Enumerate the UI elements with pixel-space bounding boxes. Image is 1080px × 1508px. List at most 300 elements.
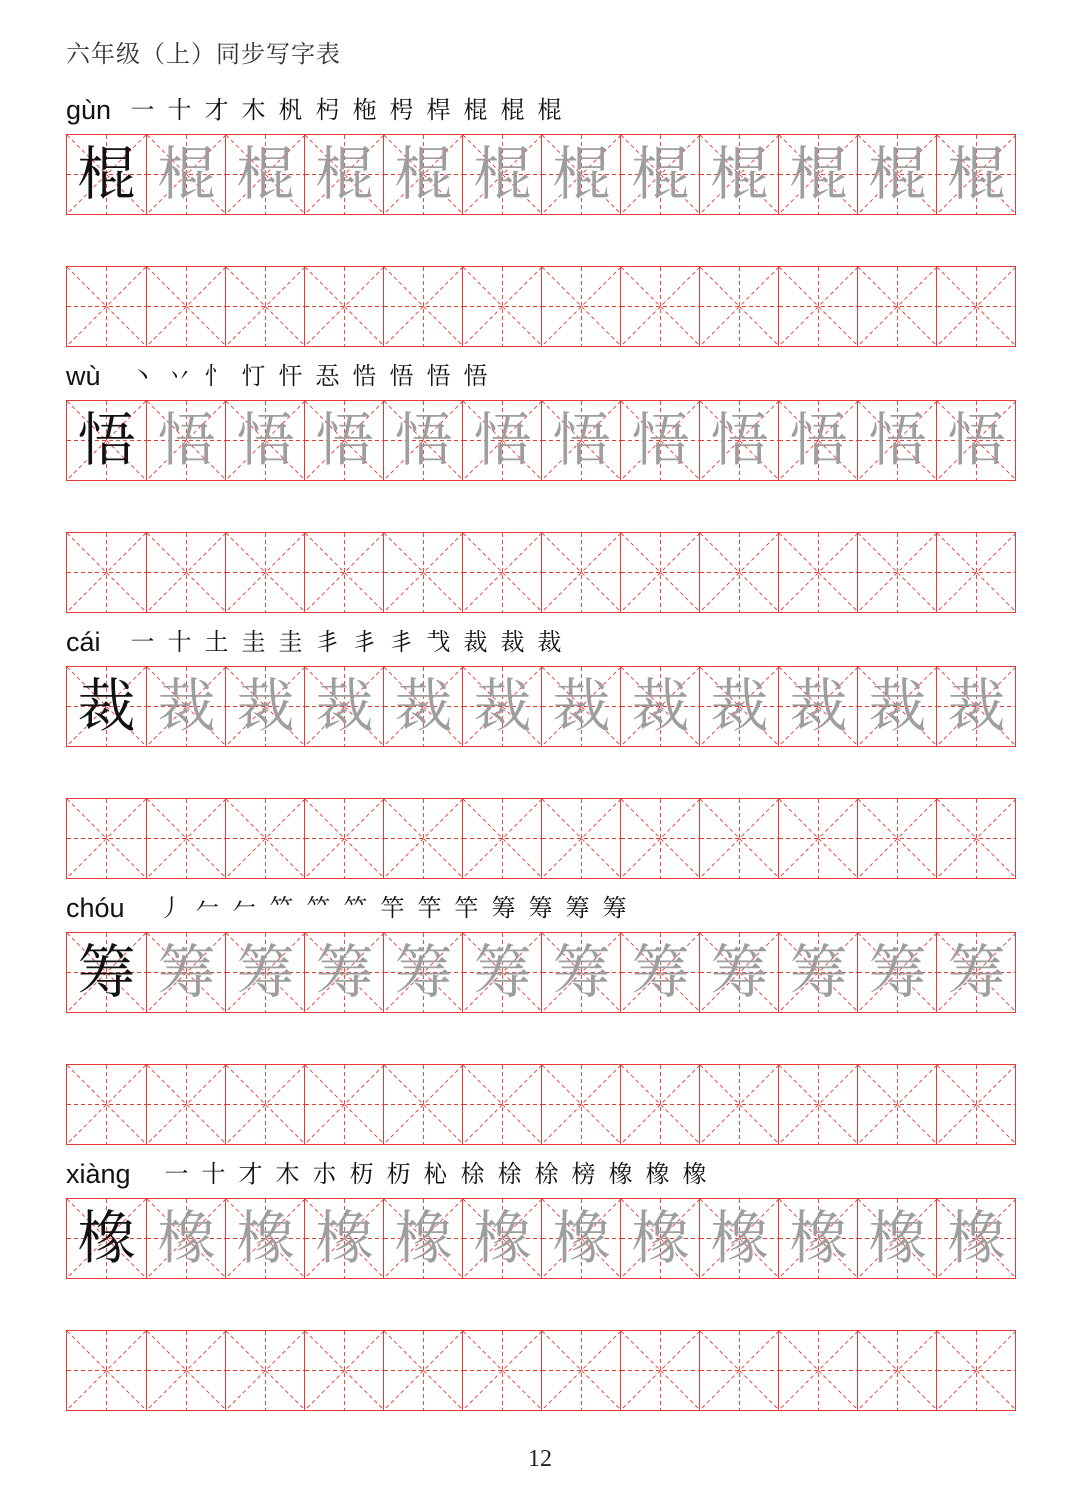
stroke-order-sequence [124, 358, 494, 394]
grid-guides [384, 267, 463, 346]
tracing-cell[interactable] [778, 1199, 857, 1278]
grid-guides [858, 799, 937, 878]
blank-practice-cell[interactable] [67, 799, 146, 878]
tracing-cell[interactable] [146, 401, 225, 480]
grid-guides [542, 267, 621, 346]
trace-character: 筹 [394, 938, 453, 1006]
blank-practice-row [66, 532, 1016, 613]
grid-guides [542, 1331, 621, 1410]
trace-character: 悟 [868, 406, 927, 474]
stroke-order-sequence [152, 890, 633, 926]
tracing-cell[interactable] [541, 933, 620, 1012]
blank-practice-row [66, 1064, 1016, 1145]
blank-practice-row [66, 266, 1016, 347]
stroke-step: 忊 [241, 362, 266, 390]
tracing-cell[interactable] [778, 401, 857, 480]
stroke-step: 榜 [571, 1160, 596, 1188]
blank-practice-cell[interactable] [146, 533, 225, 612]
tracing-grid-row [66, 400, 1016, 481]
stroke-step: 才 [238, 1160, 263, 1188]
trace-character: 棍 [631, 140, 690, 208]
tracing-cell[interactable] [778, 933, 857, 1012]
blank-practice-cell[interactable] [620, 799, 699, 878]
trace-character: 棍 [315, 140, 374, 208]
tracing-cell[interactable] [857, 933, 936, 1012]
blank-practice-cell[interactable] [146, 267, 225, 346]
grid-guides [463, 1065, 542, 1144]
trace-character: 橡 [868, 1204, 927, 1272]
blank-practice-cell[interactable] [225, 267, 304, 346]
blank-practice-cell[interactable] [778, 1065, 857, 1144]
stroke-step: 裁 [537, 628, 562, 656]
trace-character: 裁 [789, 672, 848, 740]
trace-character: 裁 [315, 672, 374, 740]
tracing-cell[interactable] [936, 667, 1015, 746]
blank-practice-cell[interactable] [541, 1331, 620, 1410]
trace-character: 棍 [552, 140, 611, 208]
stroke-step: 土 [204, 628, 229, 656]
blank-practice-cell[interactable] [383, 267, 462, 346]
stroke-step: 十 [201, 1160, 226, 1188]
blank-practice-cell[interactable] [857, 533, 936, 612]
stroke-step: 丯 [352, 628, 377, 656]
blank-practice-cell[interactable] [383, 1331, 462, 1410]
grid-guides [67, 267, 146, 346]
blank-practice-cell[interactable] [462, 533, 541, 612]
stroke-step: 柂 [352, 96, 377, 124]
trace-character: 棍 [947, 140, 1006, 208]
trace-character: 裁 [631, 672, 690, 740]
grid-guides [937, 799, 1016, 878]
stroke-step: 杤 [349, 1160, 374, 1188]
grid-guides [226, 1331, 305, 1410]
blank-practice-cell[interactable] [857, 799, 936, 878]
blank-practice-cell[interactable] [857, 267, 936, 346]
blank-practice-cell[interactable] [620, 1331, 699, 1410]
stroke-step: 丿 [158, 894, 183, 922]
stroke-step: 木 [241, 96, 266, 124]
model-character: 橡 [77, 1204, 136, 1272]
tracing-cell[interactable] [778, 135, 857, 214]
model-character-cell[interactable] [67, 667, 146, 746]
blank-practice-cell[interactable] [699, 1331, 778, 1410]
tracing-cell[interactable] [462, 401, 541, 480]
grid-guides [305, 267, 384, 346]
tracing-cell[interactable] [857, 667, 936, 746]
trace-character: 裁 [473, 672, 532, 740]
blank-practice-cell[interactable] [304, 799, 383, 878]
stroke-step: 圭 [241, 628, 266, 656]
tracing-cell[interactable] [225, 667, 304, 746]
grid-guides [305, 1065, 384, 1144]
stroke-step: 枵 [389, 96, 414, 124]
tracing-cell[interactable] [146, 667, 225, 746]
blank-practice-cell[interactable] [936, 267, 1015, 346]
stroke-step: 忓 [278, 362, 303, 390]
grid-guides [858, 1065, 937, 1144]
tracing-cell[interactable] [304, 667, 383, 746]
grid-guides [937, 1065, 1016, 1144]
tracing-cell[interactable] [857, 401, 936, 480]
stroke-step: 𠂉 [232, 894, 257, 922]
blank-practice-cell[interactable] [146, 799, 225, 878]
blank-practice-cell[interactable] [857, 1331, 936, 1410]
pinyin-stroke-line [66, 356, 1016, 396]
stroke-step: 杛 [315, 96, 340, 124]
tracing-cell[interactable] [225, 933, 304, 1012]
trace-character: 裁 [394, 672, 453, 740]
tracing-cell[interactable] [383, 135, 462, 214]
blank-practice-cell[interactable] [778, 1331, 857, 1410]
grid-guides [147, 1065, 226, 1144]
grid-guides [700, 533, 779, 612]
blank-practice-cell[interactable] [778, 799, 857, 878]
tracing-cell[interactable] [778, 667, 857, 746]
grid-guides [700, 1065, 779, 1144]
blank-practice-cell[interactable] [699, 799, 778, 878]
blank-practice-cell[interactable] [936, 1065, 1015, 1144]
trace-character: 棍 [157, 140, 216, 208]
tracing-cell[interactable] [383, 667, 462, 746]
pinyin-stroke-line [66, 888, 1016, 928]
grid-guides [463, 799, 542, 878]
stroke-step: 忢 [315, 362, 340, 390]
tracing-cell[interactable] [620, 933, 699, 1012]
stroke-step: 裁 [463, 628, 488, 656]
grid-guides [67, 1331, 146, 1410]
trace-character: 筹 [473, 938, 532, 1006]
tracing-cell[interactable] [936, 135, 1015, 214]
stroke-step: 丯 [315, 628, 340, 656]
stroke-step: 丯 [389, 628, 414, 656]
blank-practice-cell[interactable] [620, 1065, 699, 1144]
stroke-step: 棍 [537, 96, 562, 124]
tracing-cell[interactable] [541, 1199, 620, 1278]
stroke-step: 悟 [389, 362, 414, 390]
grid-guides [542, 1065, 621, 1144]
stroke-step: 筹 [528, 894, 553, 922]
grid-guides [779, 533, 858, 612]
tracing-cell[interactable] [620, 1199, 699, 1278]
model-character-cell[interactable] [67, 1199, 146, 1278]
grid-guides [305, 1331, 384, 1410]
trace-character: 悟 [710, 406, 769, 474]
blank-practice-cell[interactable] [778, 533, 857, 612]
blank-practice-cell[interactable] [146, 1331, 225, 1410]
grid-guides [858, 267, 937, 346]
trace-character: 棍 [868, 140, 927, 208]
trace-character: 筹 [710, 938, 769, 1006]
grid-guides [147, 1331, 226, 1410]
trace-character: 悟 [236, 406, 295, 474]
trace-character: 裁 [710, 672, 769, 740]
grid-guides [384, 1331, 463, 1410]
tracing-cell[interactable] [541, 135, 620, 214]
blank-practice-cell[interactable] [936, 799, 1015, 878]
pinyin-stroke-line [66, 90, 1016, 130]
blank-practice-cell[interactable] [462, 799, 541, 878]
stroke-step: 丶 [130, 362, 155, 390]
tracing-cell[interactable] [620, 667, 699, 746]
trace-character: 棍 [789, 140, 848, 208]
stroke-step: 圭 [278, 628, 303, 656]
grid-guides [621, 267, 700, 346]
trace-character: 棍 [394, 140, 453, 208]
blank-practice-cell[interactable] [699, 267, 778, 346]
tracing-cell[interactable] [620, 401, 699, 480]
tracing-grid-row [66, 134, 1016, 215]
tracing-cell[interactable] [304, 933, 383, 1012]
tracing-cell[interactable] [146, 933, 225, 1012]
stroke-step: 杺 [423, 1160, 448, 1188]
trace-character: 悟 [394, 406, 453, 474]
grid-guides [937, 1331, 1016, 1410]
trace-character: 筹 [631, 938, 690, 1006]
blank-practice-cell[interactable] [304, 1065, 383, 1144]
stroke-step: 𢦏 [426, 628, 451, 656]
pinyin-label: cái [66, 627, 101, 657]
grid-guides [305, 799, 384, 878]
stroke-order-sequence [124, 624, 568, 660]
tracing-grid-row [66, 666, 1016, 747]
grid-guides [226, 1065, 305, 1144]
blank-practice-cell[interactable] [67, 1331, 146, 1410]
stroke-step: 悟 [426, 362, 451, 390]
tracing-cell[interactable] [936, 401, 1015, 480]
blank-practice-cell[interactable] [620, 267, 699, 346]
tracing-grid-row [66, 932, 1016, 1013]
stroke-step: 梌 [534, 1160, 559, 1188]
grid-guides [226, 533, 305, 612]
stroke-step: 𠂉 [195, 894, 220, 922]
blank-practice-cell[interactable] [146, 1065, 225, 1144]
blank-practice-cell[interactable] [699, 533, 778, 612]
trace-character: 裁 [157, 672, 216, 740]
stroke-step: 𥫗 [269, 894, 294, 922]
trace-character: 橡 [157, 1204, 216, 1272]
blank-practice-cell[interactable] [541, 799, 620, 878]
stroke-step: 木 [275, 1160, 300, 1188]
stroke-step: 棍 [463, 96, 488, 124]
grid-guides [700, 799, 779, 878]
stroke-step: 一 [130, 96, 155, 124]
trace-character: 裁 [868, 672, 927, 740]
grid-guides [67, 533, 146, 612]
stroke-step: 梌 [460, 1160, 485, 1188]
trace-character: 筹 [236, 938, 295, 1006]
grid-guides [779, 799, 858, 878]
trace-character: 悟 [157, 406, 216, 474]
tracing-cell[interactable] [383, 1199, 462, 1278]
trace-character: 棍 [236, 140, 295, 208]
trace-character: 橡 [789, 1204, 848, 1272]
stroke-step: 才 [204, 96, 229, 124]
grid-guides [779, 267, 858, 346]
blank-practice-cell[interactable] [383, 799, 462, 878]
model-character-cell[interactable] [67, 401, 146, 480]
grid-guides [305, 533, 384, 612]
blank-practice-cell[interactable] [699, 1065, 778, 1144]
tracing-cell[interactable] [462, 135, 541, 214]
trace-character: 橡 [394, 1204, 453, 1272]
stroke-step: 橡 [682, 1160, 707, 1188]
trace-character: 橡 [315, 1204, 374, 1272]
tracing-cell[interactable] [857, 1199, 936, 1278]
tracing-cell[interactable] [936, 1199, 1015, 1278]
stroke-step: 一 [130, 628, 155, 656]
grid-guides [147, 799, 226, 878]
tracing-cell[interactable] [304, 1199, 383, 1278]
blank-practice-cell[interactable] [462, 1065, 541, 1144]
trace-character: 橡 [236, 1204, 295, 1272]
blank-practice-cell[interactable] [462, 267, 541, 346]
blank-practice-cell[interactable] [67, 267, 146, 346]
blank-practice-cell[interactable] [225, 1331, 304, 1410]
stroke-step: 𥫗 [343, 894, 368, 922]
blank-practice-cell[interactable] [304, 267, 383, 346]
tracing-cell[interactable] [146, 135, 225, 214]
blank-practice-cell[interactable] [383, 1065, 462, 1144]
model-character: 筹 [77, 938, 136, 1006]
grid-guides [621, 1331, 700, 1410]
model-character: 棍 [77, 140, 136, 208]
stroke-step: 竿 [417, 894, 442, 922]
tracing-cell[interactable] [225, 1199, 304, 1278]
grid-guides [463, 533, 542, 612]
trace-character: 裁 [236, 672, 295, 740]
blank-practice-cell[interactable] [541, 533, 620, 612]
tracing-cell[interactable] [146, 1199, 225, 1278]
trace-character: 悟 [789, 406, 848, 474]
model-character-cell[interactable] [67, 933, 146, 1012]
pinyin-label: chóu [66, 893, 125, 923]
grid-guides [384, 799, 463, 878]
blank-practice-cell[interactable] [304, 1331, 383, 1410]
blank-practice-row [66, 798, 1016, 879]
grid-guides [67, 799, 146, 878]
trace-character: 筹 [868, 938, 927, 1006]
stroke-step: 𥫗 [306, 894, 331, 922]
tracing-cell[interactable] [699, 135, 778, 214]
blank-practice-cell[interactable] [936, 1331, 1015, 1410]
tracing-cell[interactable] [699, 933, 778, 1012]
stroke-step: 杋 [278, 96, 303, 124]
tracing-cell[interactable] [620, 135, 699, 214]
blank-practice-cell[interactable] [462, 1331, 541, 1410]
stroke-step: 十 [167, 628, 192, 656]
tracing-cell[interactable] [699, 401, 778, 480]
stroke-order-sequence [158, 1156, 713, 1192]
stroke-step: 橡 [608, 1160, 633, 1188]
model-character-cell[interactable] [67, 135, 146, 214]
tracing-cell[interactable] [541, 401, 620, 480]
tracing-cell[interactable] [383, 401, 462, 480]
pinyin-stroke-line [66, 622, 1016, 662]
tracing-cell[interactable] [699, 1199, 778, 1278]
trace-character: 棍 [473, 140, 532, 208]
trace-character: 悟 [947, 406, 1006, 474]
blank-practice-cell[interactable] [225, 799, 304, 878]
page-number: 12 [528, 1446, 552, 1472]
tracing-cell[interactable] [936, 933, 1015, 1012]
grid-guides [384, 1065, 463, 1144]
trace-character: 橡 [947, 1204, 1006, 1272]
grid-guides [858, 533, 937, 612]
tracing-cell[interactable] [857, 135, 936, 214]
blank-practice-cell[interactable] [541, 1065, 620, 1144]
blank-practice-cell[interactable] [383, 533, 462, 612]
grid-guides [463, 267, 542, 346]
tracing-cell[interactable] [383, 933, 462, 1012]
stroke-step: 梌 [497, 1160, 522, 1188]
blank-practice-cell[interactable] [936, 533, 1015, 612]
blank-practice-cell[interactable] [225, 1065, 304, 1144]
grid-guides [147, 533, 226, 612]
trace-character: 橡 [473, 1204, 532, 1272]
stroke-step: 裁 [500, 628, 525, 656]
trace-character: 悟 [631, 406, 690, 474]
stroke-step: 一 [164, 1160, 189, 1188]
pinyin-label: xiàng [66, 1159, 131, 1189]
trace-character: 悟 [552, 406, 611, 474]
stroke-step: 竿 [454, 894, 479, 922]
blank-practice-cell[interactable] [541, 267, 620, 346]
stroke-step: 丷 [167, 362, 192, 390]
grid-guides [779, 1065, 858, 1144]
blank-practice-cell[interactable] [67, 1065, 146, 1144]
grid-guides [542, 799, 621, 878]
pinyin-stroke-line [66, 1154, 1016, 1194]
trace-character: 筹 [789, 938, 848, 1006]
trace-character: 筹 [315, 938, 374, 1006]
tracing-cell[interactable] [225, 401, 304, 480]
grid-guides [937, 533, 1016, 612]
pinyin-label: gùn [66, 95, 112, 125]
trace-character: 棍 [710, 140, 769, 208]
tracing-cell[interactable] [225, 135, 304, 214]
trace-character: 悟 [315, 406, 374, 474]
grid-guides [226, 267, 305, 346]
trace-character: 筹 [157, 938, 216, 1006]
stroke-step: 忄 [204, 362, 229, 390]
blank-practice-cell[interactable] [225, 533, 304, 612]
blank-practice-cell[interactable] [620, 533, 699, 612]
stroke-step: 杤 [386, 1160, 411, 1188]
grid-guides [463, 1331, 542, 1410]
grid-guides [700, 1331, 779, 1410]
tracing-cell[interactable] [462, 667, 541, 746]
tracing-cell[interactable] [541, 667, 620, 746]
tracing-cell[interactable] [462, 933, 541, 1012]
tracing-cell[interactable] [699, 667, 778, 746]
stroke-step: 悎 [352, 362, 377, 390]
grid-guides [621, 1065, 700, 1144]
blank-practice-cell[interactable] [857, 1065, 936, 1144]
blank-practice-cell[interactable] [304, 533, 383, 612]
stroke-step: 棍 [500, 96, 525, 124]
tracing-cell[interactable] [304, 401, 383, 480]
tracing-cell[interactable] [304, 135, 383, 214]
trace-character: 筹 [552, 938, 611, 1006]
grid-guides [937, 267, 1016, 346]
blank-practice-cell[interactable] [67, 533, 146, 612]
grid-guides [621, 533, 700, 612]
trace-character: 橡 [710, 1204, 769, 1272]
trace-character: 裁 [552, 672, 611, 740]
trace-character: 裁 [947, 672, 1006, 740]
tracing-cell[interactable] [462, 1199, 541, 1278]
blank-practice-cell[interactable] [778, 267, 857, 346]
